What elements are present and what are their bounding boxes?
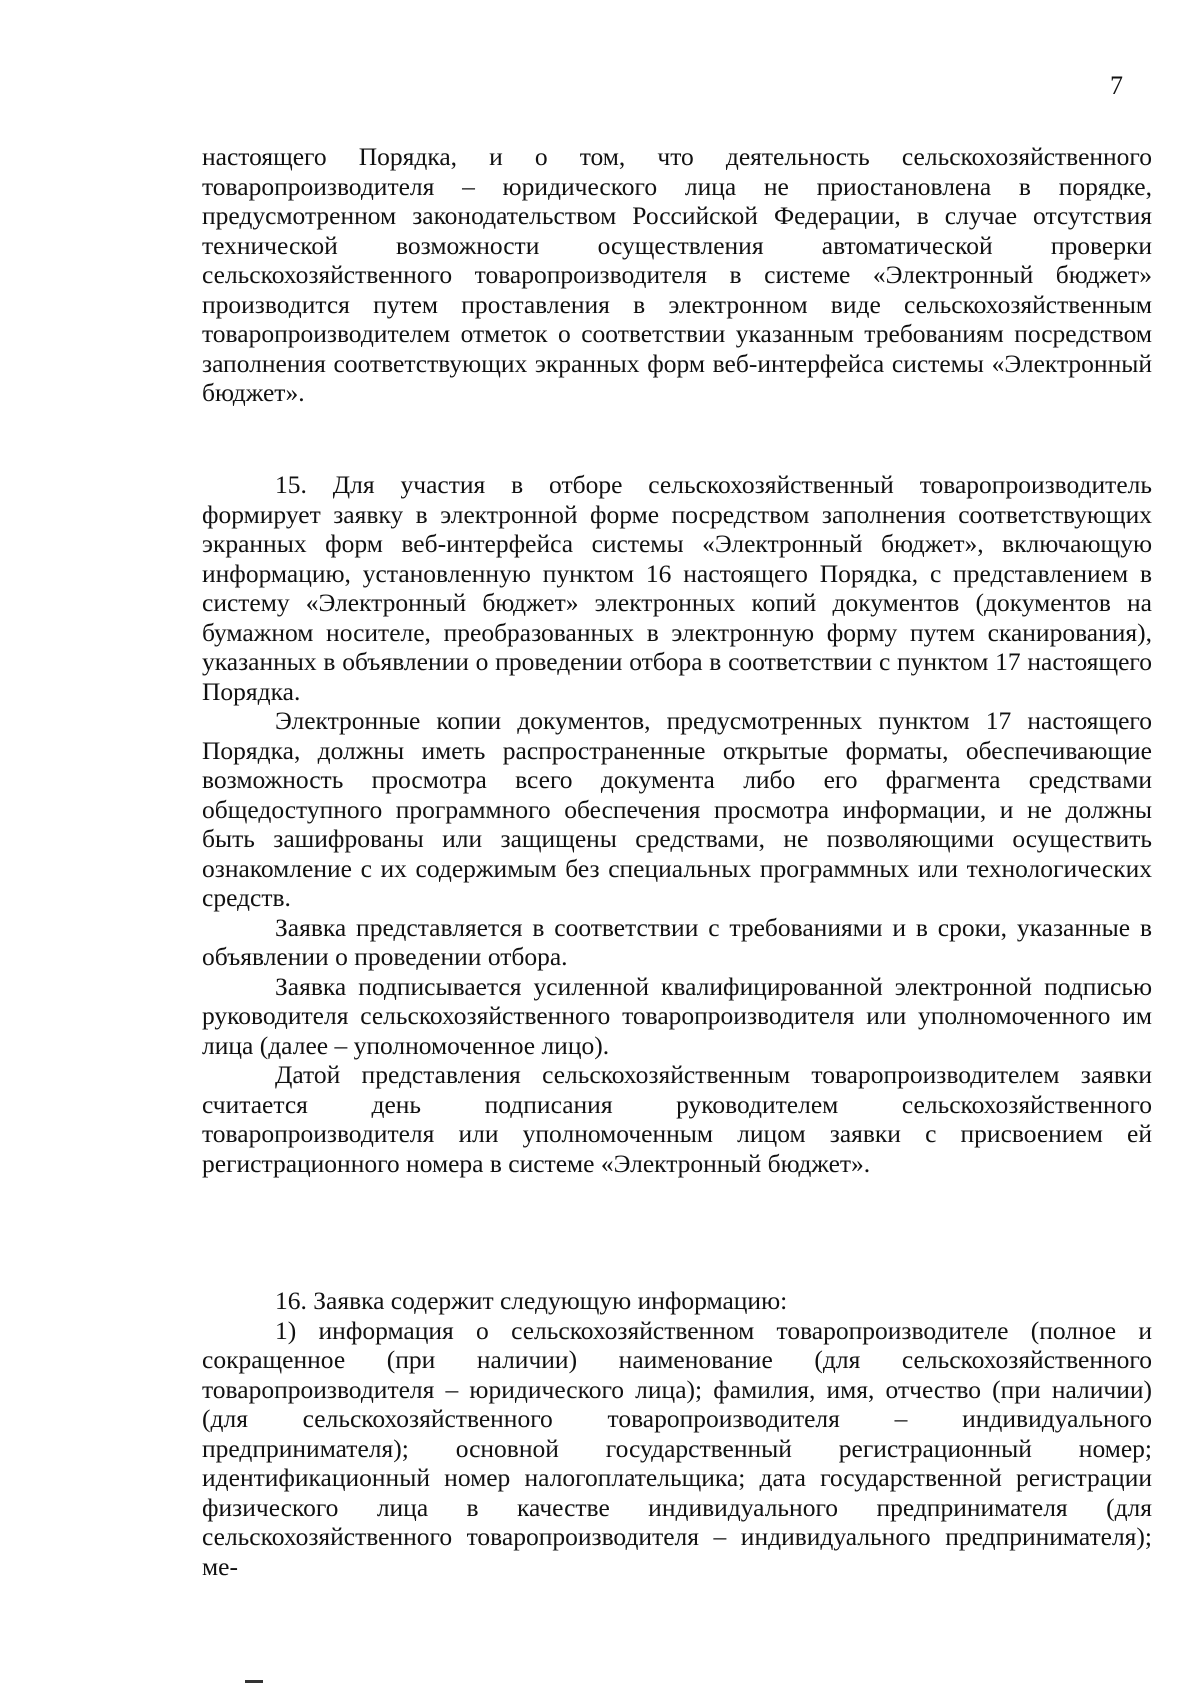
paragraph-submission-terms: Заявка представляется в соответствии с требованиями и в сроки, указанные в объявлении о проведении отбора. bbox=[202, 912, 1152, 971]
paragraph-section-15: 15. Для участия в отборе сельскохозяйственный товаропроизводитель формирует заявку в электронной форме посредством заполнения соответствующих экранных форм веб-интерфейса системы «Электронный бюджет», включающую информацию, установленную пунктом 16 настоящего Порядка, с представлением в систему «Электронный бюджет» электронных копий документов (документов на бумажном носителе, преобразованных в электронную форму путем сканирования), указанных в объявлении о проведении отбора в соответствии с пунктом 17 настоящего Порядка. bbox=[202, 470, 1152, 706]
page-number: 7 bbox=[1110, 71, 1123, 100]
paragraph-electronic-copies: Электронные копии документов, предусмотренных пунктом 17 настоящего Порядка, должны иметь распространенные открытые форматы, обеспечивающие возможность просмотра всего документа либо его фрагмента средствами общедоступного программного обеспечения просмотра информации, и не должны быть зашифрованы или защищены средствами, не позволяющими осуществить ознакомление с их содержимым без специальных программных или технологических средств. bbox=[202, 706, 1152, 912]
paragraph-continuation: настоящего Порядка, и о том, что деятельность сельскохозяйственного товаропроизводителя – юридического лица не приостановлена в порядке, предусмотренном законодательством Российской Федерации, в случае отсутствия технической возможности осуществления автоматической проверки сельскохозяйственного товаропроизводителя в системе «Электронный бюджет» производится путем проставления в электронном виде сельскохозяйственным товаропроизводителем отметок о соответствии указанным требованиям посредством заполнения соответствующих экранных форм веб-интерфейса системы «Электронный бюджет». bbox=[202, 142, 1152, 407]
paragraph-group-continuation bbox=[202, 142, 1152, 408]
page-edge-mark bbox=[245, 1680, 263, 1683]
paragraph-group-section-16 bbox=[202, 1286, 1152, 1581]
paragraph-group-section-15 bbox=[202, 470, 1152, 1178]
paragraph-item-1: 1) информация о сельскохозяйственном товаропроизводителе (полное и сокращенное (при наличии) наименование (для сельскохозяйственного товаропроизводителя – юридического лица); фамилия, имя, отчество (при наличии) (для сельскохозяйственного товаропроизводителя – индивидуального предпринимателя); основной государственный регистрационный номер; идентификационный номер налогоплательщика; дата государственной регистрации физического лица в качестве индивидуального предпринимателя (для сельскохозяйственного товаропроизводителя – индивидуального предпринимателя); ме- bbox=[202, 1315, 1152, 1581]
paragraph-section-16: 16. Заявка содержит следующую информацию: bbox=[275, 1286, 788, 1315]
paragraph-signature: Заявка подписывается усиленной квалифицированной электронной подписью руководителя сельскохозяйственного товаропроизводителя или уполномоченного им лица (далее – уполномоченное лицо). bbox=[202, 971, 1152, 1060]
paragraph-submission-date: Датой представления сельскохозяйственным товаропроизводителем заявки считается день подписания руководителем сельскохозяйственного товаропроизводителя или уполномоченным лицом заявки с присвоением ей регистрационного номера в системе «Электронный бюджет». bbox=[202, 1060, 1152, 1178]
